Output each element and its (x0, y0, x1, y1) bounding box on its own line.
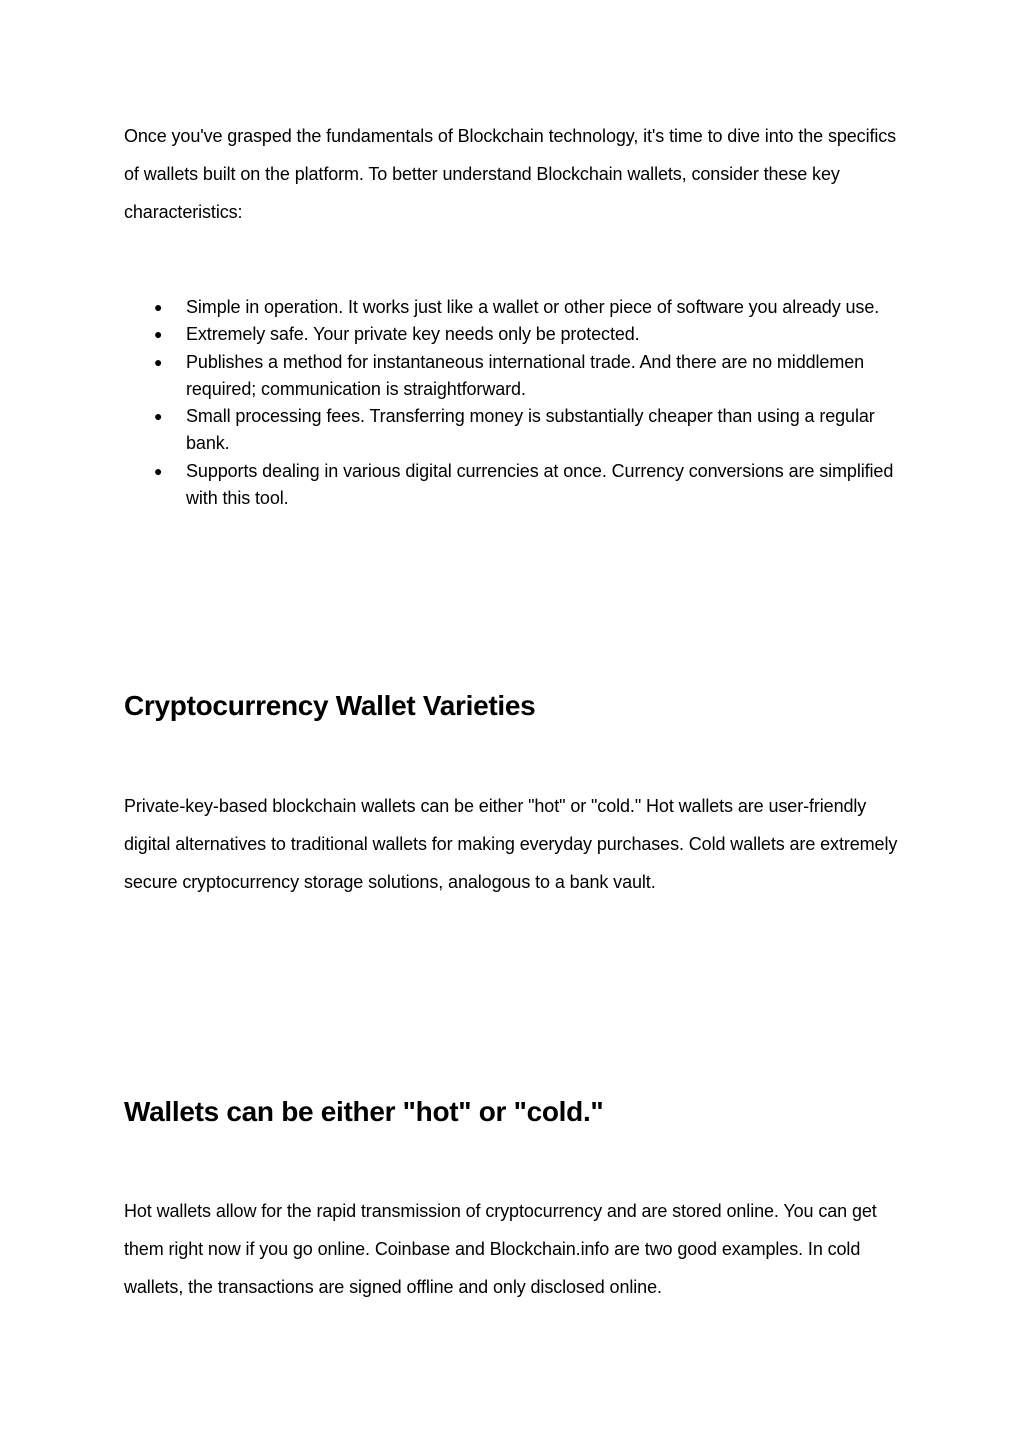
list-item-text: Publishes a method for instantaneous international trade. And there are no middlemen required; communication is straightforward. (186, 351, 865, 399)
intro-paragraph: Once you've grasped the fundamentals of Blockchain technology, it's time to dive into the specifics of wallets built on the platform. To better understand Blockchain wallets, consider these key characteristics: (124, 126, 897, 222)
list-item (124, 294, 914, 321)
features-list (124, 294, 914, 512)
list-item (124, 321, 914, 348)
list-item (124, 403, 914, 458)
list-item-text: Small processing fees. Transferring money is substantially cheaper than using a regular bank. (186, 406, 875, 454)
wallet-varieties-paragraph: Private-key-based blockchain wallets can be either "hot" or "cold." Hot wallets are user-friendly digital alternatives to traditional wallets for making everyday purchases. Cold wallets are extremely secure cryptocurrency storage solutions, analogous to a bank vault. (124, 796, 898, 892)
bullet-icon: ● (154, 408, 163, 425)
bullet-icon: ● (154, 353, 163, 370)
list-item-text: Extremely safe. Your private key needs only be protected. (186, 324, 640, 345)
section-heading-hot-cold: Wallets can be either "hot" or "cold." (124, 1096, 604, 1127)
list-item-text: Supports dealing in various digital currencies at once. Currency conversions are simplified with this tool. (186, 460, 894, 509)
section-heading-wallet-varieties: Cryptocurrency Wallet Varieties (124, 690, 536, 721)
hot-cold-paragraph: Hot wallets allow for the rapid transmission of cryptocurrency and are stored online. You can get them right now if you go online. Coinbase and Blockchain.info are two good examples. In cold wallets, the transactions are signed offline and only disclosed online. (124, 1201, 877, 1297)
list-item-text: Simple in operation. It works just like a wallet or other piece of software you already use. (186, 297, 880, 317)
list-item (124, 458, 914, 513)
list-item (124, 349, 914, 404)
bullet-icon: ● (154, 462, 163, 479)
bullet-icon: ● (154, 326, 163, 343)
bullet-icon: ● (154, 299, 163, 315)
